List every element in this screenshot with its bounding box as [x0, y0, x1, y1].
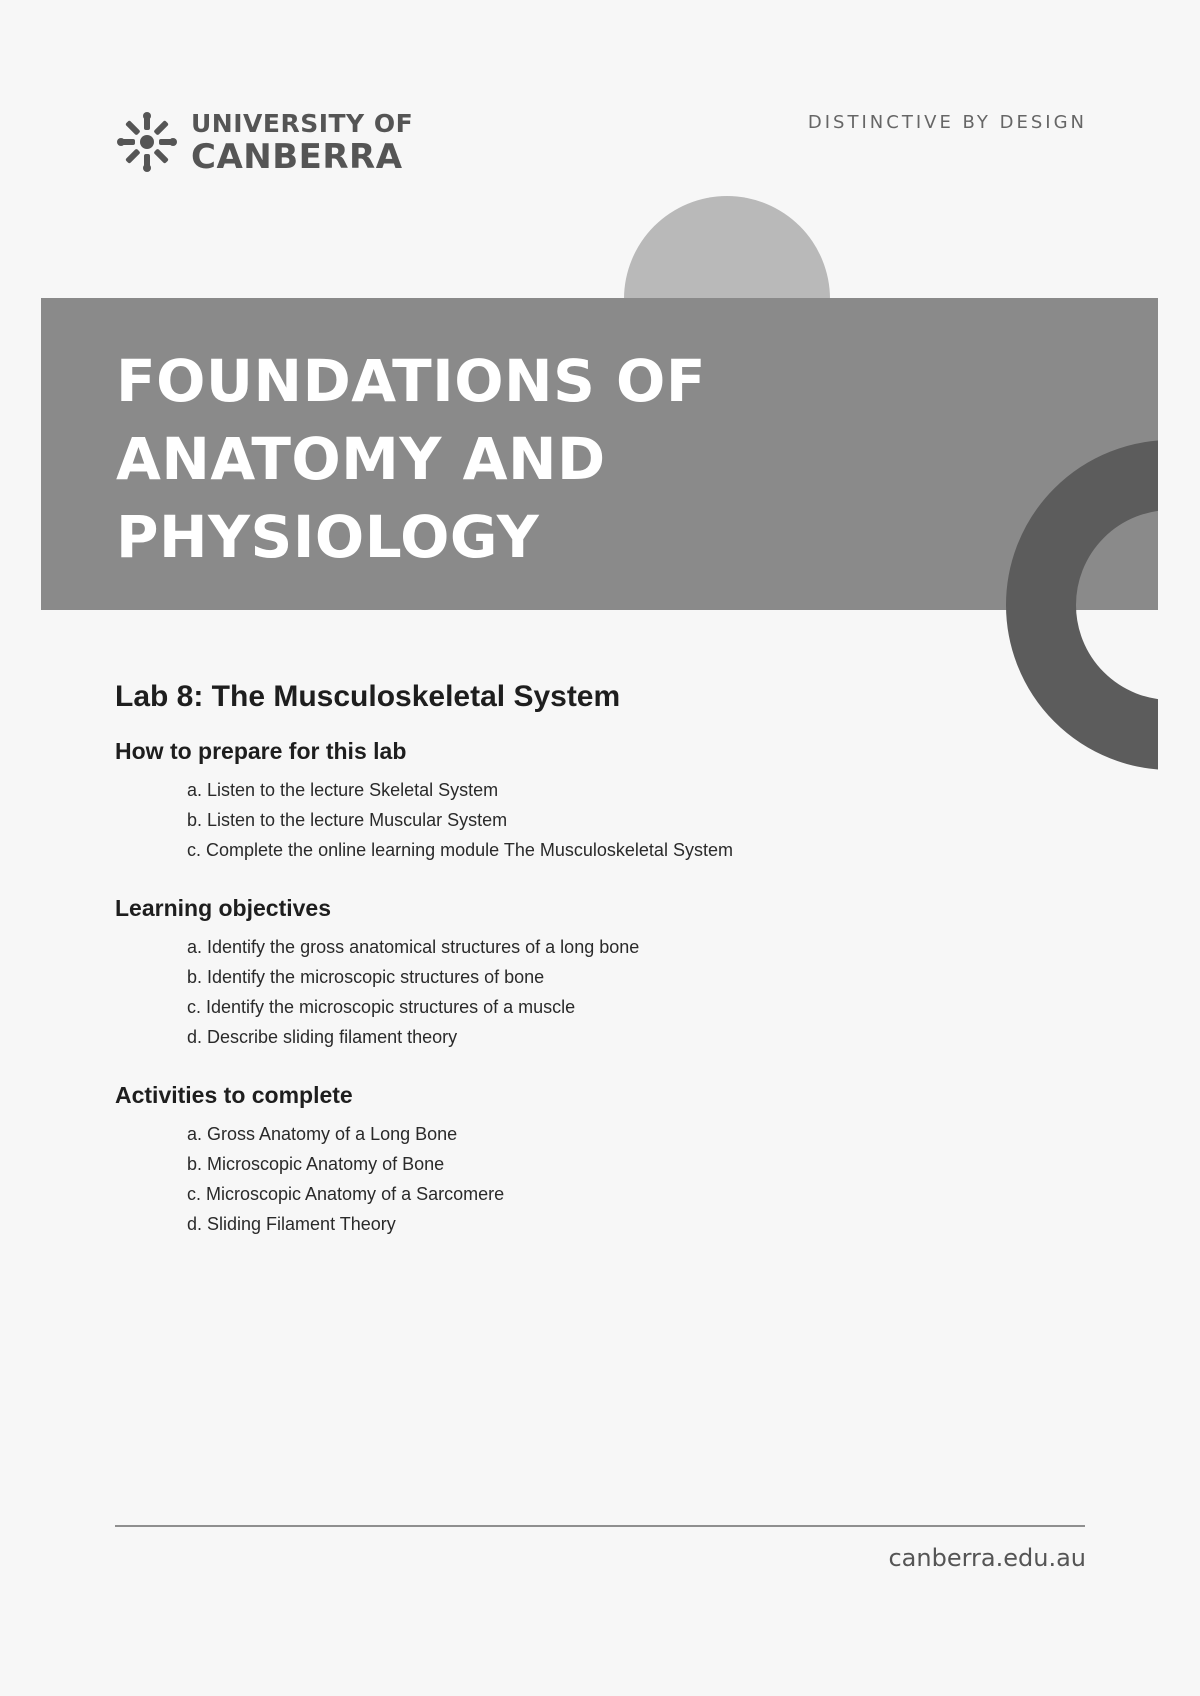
section-heading-activities: Activities to complete: [115, 1082, 353, 1108]
objectives-list: [115, 932, 1015, 1052]
prepare-list: [115, 775, 1015, 865]
tagline: DISTINCTIVE BY DESIGN: [807, 112, 1087, 133]
lab-title: Lab 8: The Musculoskeletal System: [115, 680, 621, 713]
list-item: a. Listen to the lecture Skeletal System: [187, 780, 499, 800]
footer-url: canberra.edu.au: [888, 1544, 1086, 1572]
decorative-ring: [1006, 440, 1158, 770]
list-item: b. Listen to the lecture Muscular System: [187, 810, 508, 830]
banner-title-line3: PHYSIOLOGY: [116, 503, 540, 571]
activities-list: [115, 1119, 1015, 1239]
logo-line1: UNIVERSITY OF: [191, 108, 414, 138]
list-item: a. Identify the gross anatomical structures of a long bone: [187, 937, 640, 957]
banner-title: [116, 342, 706, 576]
list-item: a. Gross Anatomy of a Long Bone: [187, 1124, 458, 1144]
list-item: c. Microscopic Anatomy of a Sarcomere: [187, 1184, 505, 1204]
list-item: d. Describe sliding filament theory: [187, 1027, 458, 1047]
list-item: d. Sliding Filament Theory: [187, 1214, 396, 1234]
banner-title-line1: FOUNDATIONS OF: [116, 347, 706, 415]
banner-title-line2: ANATOMY AND: [116, 425, 606, 493]
list-item: b. Identify the microscopic structures of bone: [187, 967, 545, 987]
logo-line2: CANBERRA: [191, 136, 403, 177]
list-item: c. Complete the online learning module The Musculoskeletal System: [187, 840, 733, 860]
university-logo: [115, 108, 414, 177]
section-heading-objectives: Learning objectives: [115, 895, 332, 921]
list-item: b. Microscopic Anatomy of Bone: [187, 1154, 445, 1174]
logo-text: [191, 108, 414, 177]
university-crest-icon: [115, 110, 179, 174]
lab-content: [115, 680, 1015, 1269]
section-heading-prepare: How to prepare for this lab: [115, 738, 407, 764]
list-item: c. Identify the microscopic structures of a muscle: [187, 997, 576, 1017]
footer-divider: [115, 1525, 1085, 1527]
decorative-ring-clip: [1006, 430, 1158, 780]
